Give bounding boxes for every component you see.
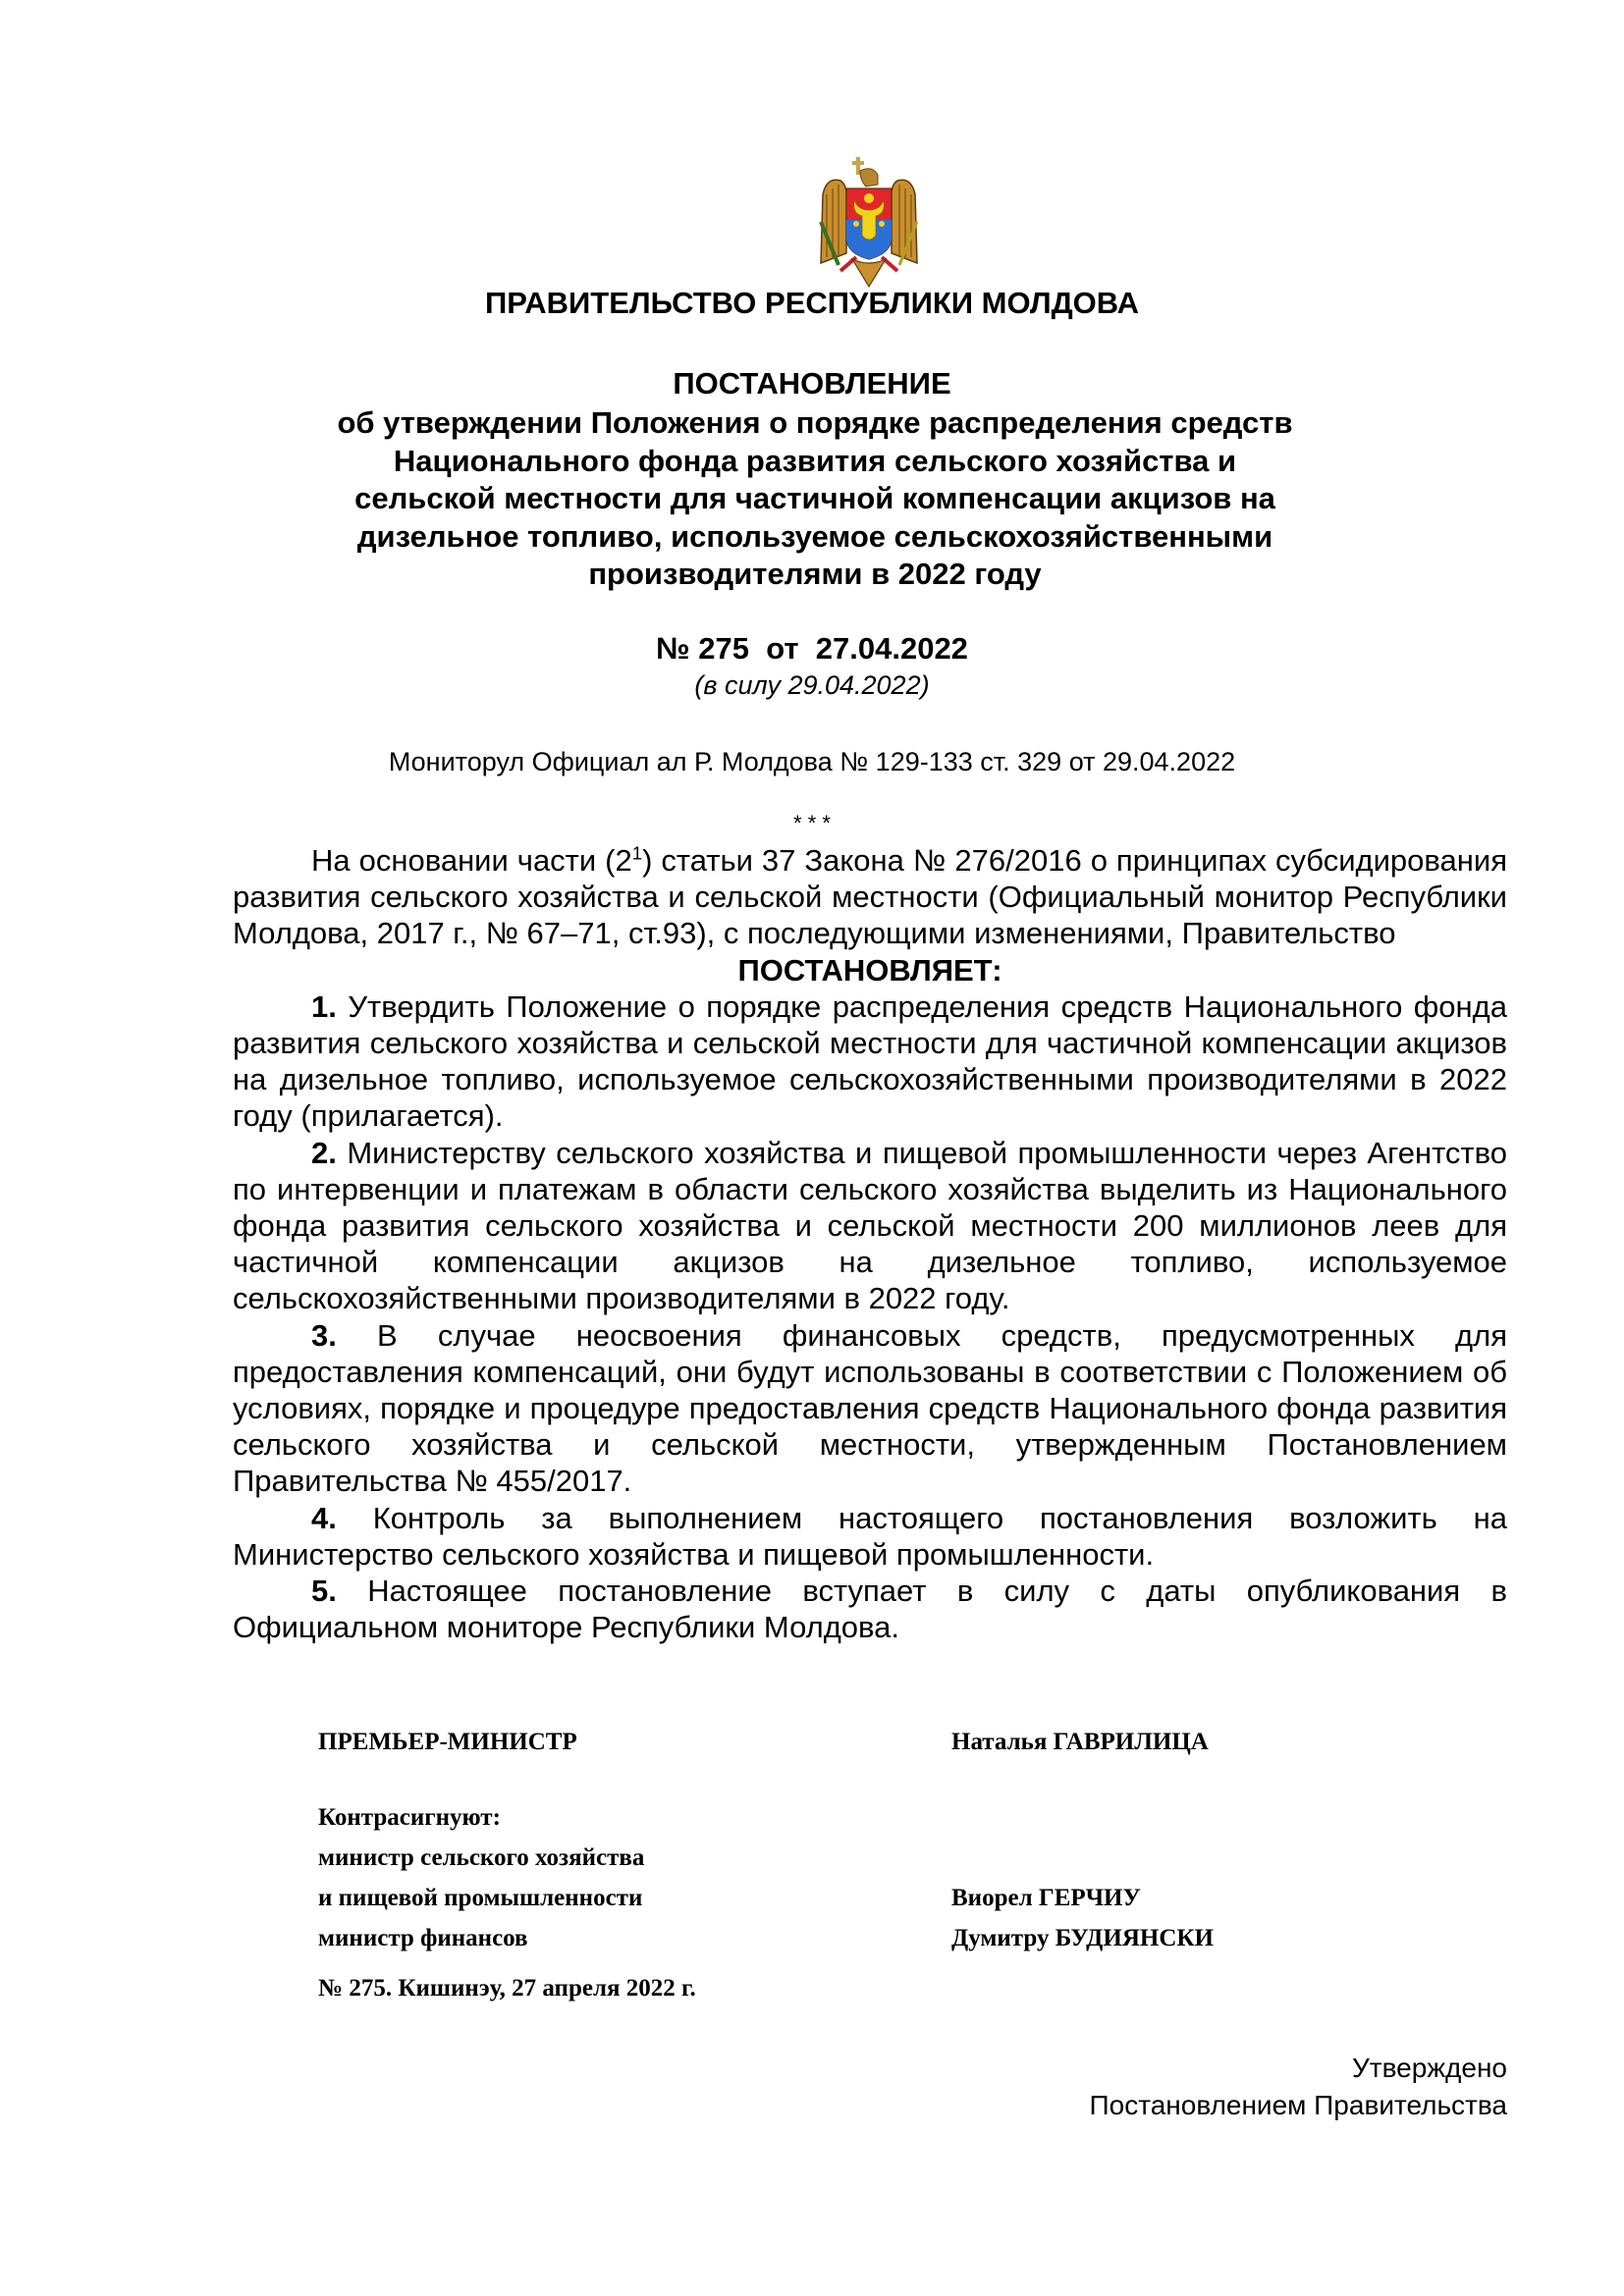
official-monitor-reference: Мониторул Официал ал Р. Молдова № 129-133 ст. 329 от 29.04.2022 [388,747,1236,776]
document-type-heading: ПОСТАНОВЛЕНИЕ [673,366,951,400]
decree-point [233,1573,1507,1645]
agriculture-minister-title-line2: и пищевой промышленности [318,1885,643,1911]
preamble-text-end: ) статьи 37 Закона № 276/2016 о принципах субсидирования развития сельского хозяйства и сельской местности (Официальный монитор Республики Молдова, 2017 г., № 67–71, ст.93), с последующими изменениями, Правительство [233,843,1507,951]
finance-minister-title: министр финансов [318,1925,528,1951]
decree-point [233,1135,1507,1317]
point-number: 4. [311,1500,337,1535]
preamble-superscript: 1 [631,842,643,864]
decree-point [233,988,1507,1135]
point-text: Утвердить Положение о порядке распределения средств Национального фонда развития сельского хозяйства и сельской местности для частичной компенсации акцизов на дизельное топливо, используемое сельскохозяйственными производителями в 2022 году (прилагается). [233,988,1507,1134]
document-body [233,842,1507,1645]
preamble-text-start: На основании части (2 [311,843,632,878]
countersign-label: Контрасигнуют: [318,1804,501,1831]
agriculture-minister-title-line1: министр сельского хозяйства [318,1844,645,1871]
government-title: ПРАВИТЕЛЬСТВО РЕСПУБЛИКИ МОЛДОВА [484,286,1140,320]
point-text: Контроль за выполнением настоящего постановления возложить на Министерство сельского хозяйства и пищевой промышленности. [233,1500,1507,1572]
point-text: В случае неосвоения финансовых средств, предусмотренных для предоставления компенсаций, они будут использованы в соответствии с Положением об условиях, порядке и процедуре предоставления средств Национального фонда развития сельского хозяйства и сельской местности, утвержденным Постановлением Правительства № 455/2017. [233,1317,1507,1499]
prime-minister-title: ПРЕМЬЕР-МИНИСТР [318,1729,577,1755]
point-text: Настоящее постановление вступает в силу с даты опубликования в Официальном мониторе Республики Молдова. [233,1574,1507,1645]
document-number-date: № 275 от 27.04.2022 [656,631,968,666]
section-separator: * * * [793,811,831,835]
decree-point [233,1317,1507,1500]
point-number: 5. [311,1574,337,1609]
decree-point [233,1500,1507,1573]
decree-heading: ПОСТАНОВЛЯЕТ: [737,952,1002,988]
moldova-coat-of-arms-icon [817,155,921,289]
point-number: 3. [311,1317,337,1353]
point-number: 2. [311,1135,337,1170]
preamble-paragraph [233,842,1507,952]
approved-by-label: Постановлением Правительства [1089,2090,1507,2120]
prime-minister-name: Наталья ГАВРИЛИЦА [951,1729,1209,1755]
entry-into-force-date: (в силу 29.04.2022) [694,670,930,700]
place-and-date: № 275. Кишинэу, 27 апреля 2022 г. [318,1975,696,2002]
point-text: Министерству сельского хозяйства и пищевой промышленности через Агентство по интервенции и платежам в области сельского хозяйства выделить из Национального фонда развития сельского хозяйства и сельской местности 200 миллионов леев для частичной компенсации акцизов на дизельное топливо, используемое сельскохозяйственными производителями в 2022 году. [233,1135,1507,1316]
document-subject: об утверждении Положения о порядке распределения средств Национального фонда развития сельского хозяйства и сельской местности для частичной компенсации акцизов на дизельное топливо, используемое сельскохозяйственными производителями в 2022 году [337,405,1293,592]
approved-label: Утверждено [1352,2053,1507,2083]
agriculture-minister-name: Виорел ГЕРЧИУ [951,1885,1141,1911]
point-number: 1. [311,988,337,1024]
finance-minister-name: Думитру БУДИЯНСКИ [951,1925,1214,1951]
